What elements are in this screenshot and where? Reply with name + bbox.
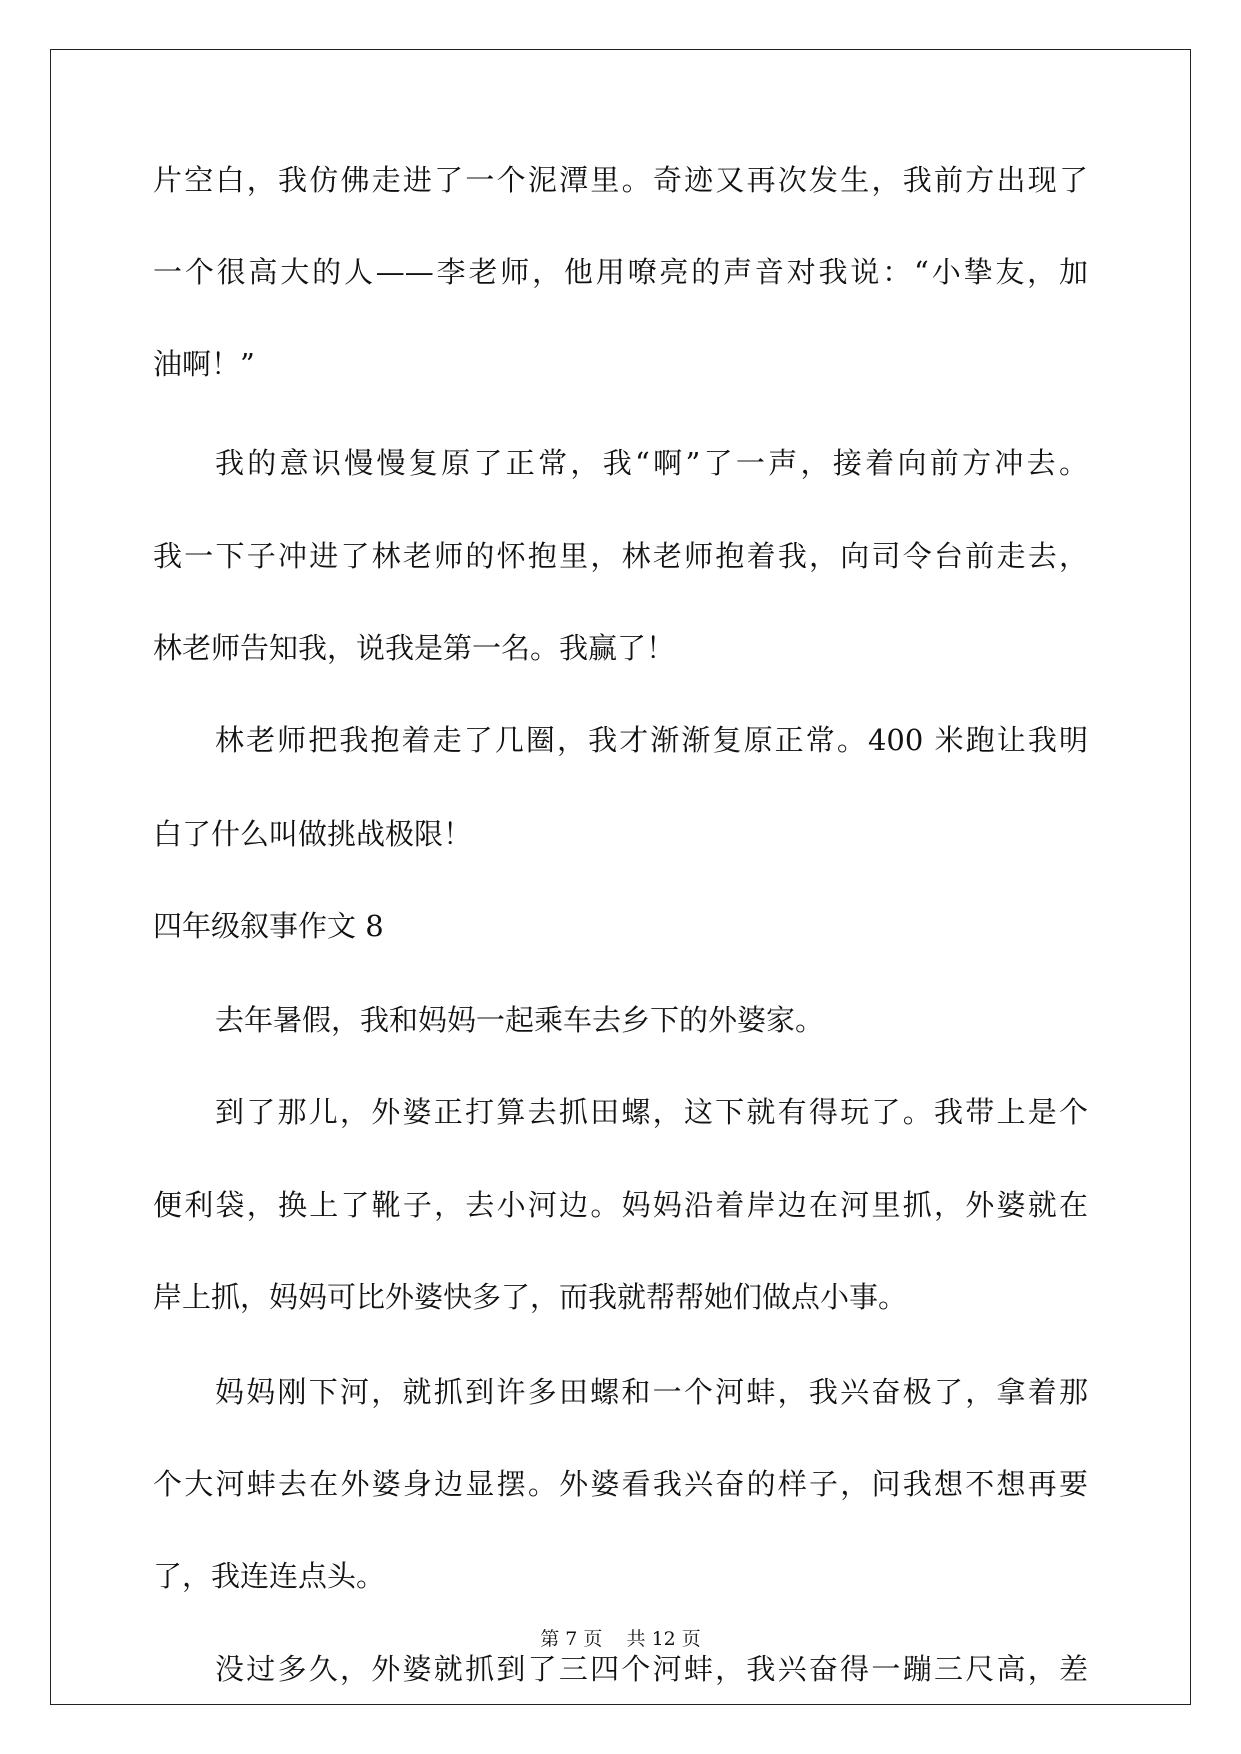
text-line: 林老师告知我，说我是第一名。我赢了！ xyxy=(153,631,676,665)
text-line: 岸上抓，妈妈可比外婆快多了，而我就帮帮她们做点小事。 xyxy=(153,1280,908,1314)
text-line: 便利袋，换上了靴子，去小河边。妈妈沿着岸边在河里抓，外婆就在 xyxy=(153,1188,1088,1222)
paragraph-start-line: 到了那儿，外婆正打算去抓田螺，这下就有得玩了。我带上是个 xyxy=(215,1095,1088,1129)
page-border xyxy=(50,49,1191,1705)
text-line: 个大河蚌去在外婆身边显摆。外婆看我兴奋的样子，问我想不想再要 xyxy=(153,1467,1088,1501)
text-line: 一个很高大的人——李老师，他用嘹亮的声音对我说：“小挚友，加 xyxy=(153,255,1088,289)
paragraph-start-line: 林老师把我抱着走了几圈，我才渐渐复原正常。400 米跑让我明 xyxy=(215,723,1088,757)
paragraph-start-line: 我的意识慢慢复原了正常，我“啊”了一声，接着向前方冲去。 xyxy=(215,446,1088,480)
page-number: 第 7 页 xyxy=(540,1628,603,1650)
paragraph-start-line: 妈妈刚下河，就抓到许多田螺和一个河蚌，我兴奋极了，拿着那 xyxy=(215,1375,1088,1409)
text-line: 油啊！” xyxy=(153,347,255,381)
paragraph-start-line: 没过多久，外婆就抓到了三四个河蚌，我兴奋得一蹦三尺高，差 xyxy=(215,1652,1088,1686)
text-line: 白了什么叫做挑战极限！ xyxy=(153,817,473,851)
page-footer xyxy=(0,1626,1241,1652)
text-line: 片空白，我仿佛走进了一个泥潭里。奇迹又再次发生，我前方出现了 xyxy=(153,163,1088,197)
text-line: 我一下子冲进了林老师的怀抱里，林老师抱着我，向司令台前走去， xyxy=(153,539,1088,573)
section-heading: 四年级叙事作文 8 xyxy=(153,909,384,943)
page-total: 共 12 页 xyxy=(626,1628,701,1650)
paragraph-start-line: 去年暑假，我和妈妈一起乘车去乡下的外婆家。 xyxy=(215,1003,825,1037)
text-line: 了，我连连点头。 xyxy=(153,1559,386,1593)
